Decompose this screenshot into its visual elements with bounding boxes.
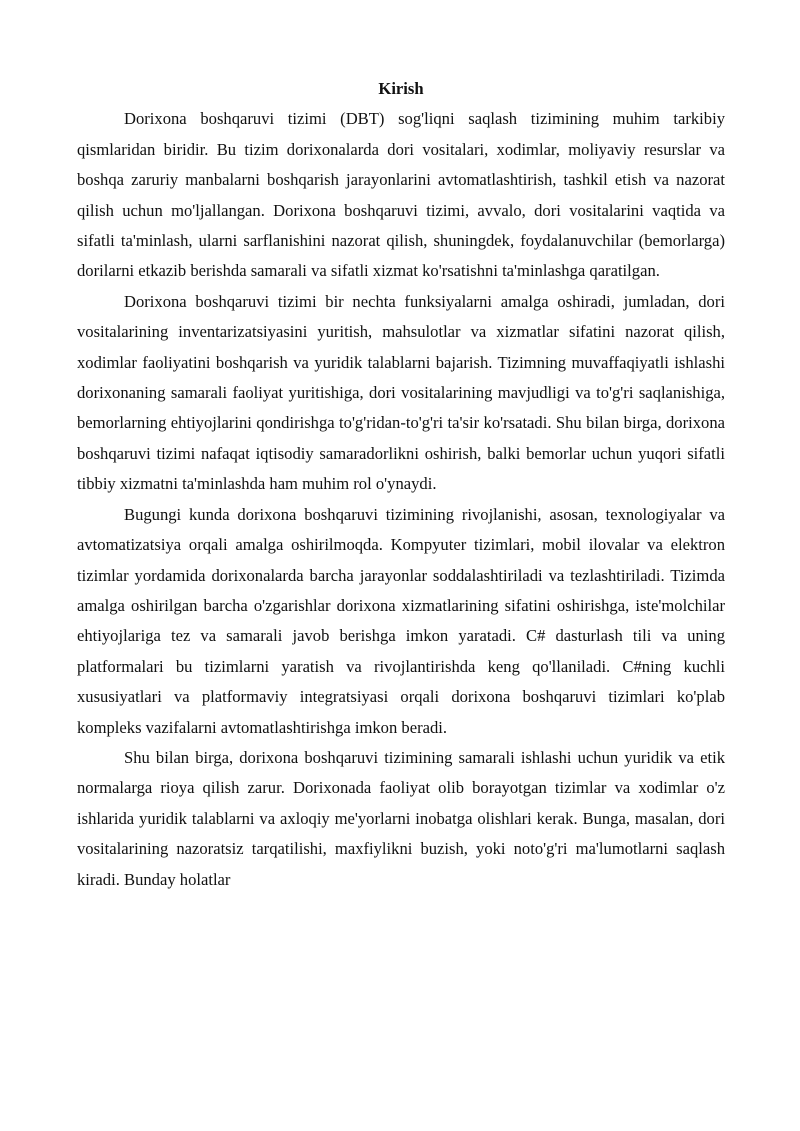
paragraph: Shu bilan birga, dorixona boshqaruvi tizimining samarali ishlashi uchun yuridik va etik normalarga rioya qilish zarur. Dorixonada faoliyat olib borayotgan tizimlar va xodimlar o'z ishlarida yuridik talablarni va axloqiy me'yorlarni inobatga olishlari kerak. Bunga, masalan, dori vositalarining nazoratsiz tarqatilishi, maxfiylikni buzish, yoki noto'g'ri ma'lumotlarni saqlash kiradi. Bunday holatlar bbox=[77, 747, 725, 889]
paragraph: Dorixona boshqaruvi tizimi (DBT) sog'liqni saqlash tizimining muhim tarkibiy qismlaridan biridir. Bu tizim dorixonalarda dori vositalari, xodimlar, moliyaviy resurslar va boshqa zaruriy manbalarni boshqarish jarayonlarini avtomatlashtirish, tashkil etish va nazorat qilish uchun mo'ljallangan. Dorixona boshqaruvi tizimi, avvalo, dori vositalarini vaqtida va sifatli ta'minlash, ularni sarflanishini nazorat qilish, shuningdek, foydalanuvchilar (bemorlarga) dorilarni etkazib berishda samarali va sifatli xizmat ko'rsatishni ta'minlashga qaratilgan. bbox=[77, 109, 725, 281]
document-body bbox=[77, 74, 725, 895]
paragraph: Bugungi kunda dorixona boshqaruvi tizimining rivojlanishi, asosan, texnologiyalar va avtomatizatsiya orqali amalga oshirilmoqda. Kompyuter tizimlari, mobil ilovalar va elektron tizimlar yordamida dorixonalarda barcha jarayonlar soddalashtiriladi va tezlashtiriladi. Tizimda amalga oshirilgan barcha o'zgarishlar dorixona xizmatlarining sifatini oshirishga, iste'molchilar ehtiyojlariga tez va samarali javob berishga imkon yaratadi. C# dasturlash tili va uning platformalari bu tizimlarni yaratish va rivojlantirishda keng qo'llaniladi. C#ning kuchli xususiyatlari va platformaviy integratsiyasi orqali dorixona boshqaruvi tizimlari ko'plab kompleks vazifalarni avtomatlashtirishga imkon beradi. bbox=[77, 504, 725, 737]
section-heading: Kirish bbox=[378, 79, 424, 98]
paragraph: Dorixona boshqaruvi tizimi bir nechta funksiyalarni amalga oshiradi, jumladan, dori vositalarining inventarizatsiyasini yuritish, mahsulotlar va xizmatlar sifatini nazorat qilish, xodimlar faoliyatini boshqarish va yuridik talablarni bajarish. Tizimning muvaffaqiyatli ishlashi dorixonaning samarali faoliyat yuritishiga, dori vositalarining mavjudligi va to'g'ri saqlanishiga, bemorlarning ehtiyojlarini qondirishga to'g'ridan-to'g'ri ta'sir ko'rsatadi. Shu bilan birga, dorixona boshqaruvi tizimi nafaqat iqtisodiy samaradorlikni oshirish, balki bemorlar uchun yuqori sifatli tibbiy xizmatni ta'minlashda ham muhim rol o'ynaydi. bbox=[77, 291, 725, 494]
